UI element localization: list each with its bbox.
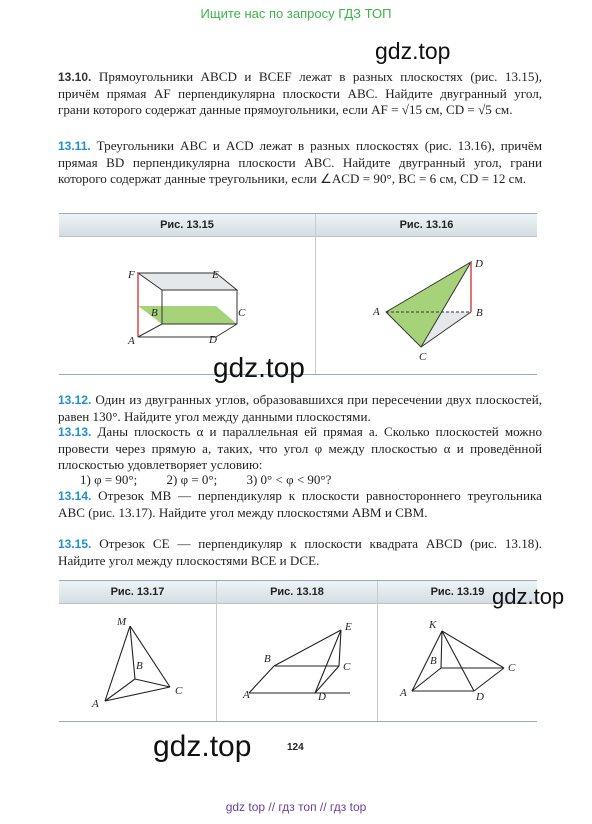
figure-title: Рис. 13.18 xyxy=(270,586,324,598)
condition-list xyxy=(80,472,480,488)
footer: gdz top // гдз топ // гдз top xyxy=(225,800,367,814)
problem-text: Треугольники ABC и ACD лежат в разных плоскостях (рис. 13.16), причём прямая BD перпендикулярна плоскости ABC. Найдите двугранный угол, грани которого содержат данные треугольники, если ∠ACD = 90°, BC = 6 см, CD = 12 см. xyxy=(58,138,542,186)
figure-13-19 xyxy=(378,604,537,720)
figure-title: Рис. 13.19 xyxy=(430,586,485,598)
watermark: gdz.top xyxy=(492,584,565,609)
problem-number: 13.13. xyxy=(58,425,92,439)
problem-13-12 xyxy=(58,392,542,425)
vertex-label: A xyxy=(373,306,380,318)
watermark: gdz.top xyxy=(213,352,305,383)
vertex-label: D xyxy=(476,691,484,703)
figure-13-17 xyxy=(59,604,216,720)
problem-text: Даны плоскость α и параллельная ей прямая a. Сколько плоскостей можно провести через прямую a, таких, что угол φ между плоскостью α и проведённой плоскостью удовлетворяет условию: xyxy=(58,424,542,472)
vertex-label: K xyxy=(429,619,437,631)
figure-title: Рис. 13.15 xyxy=(160,219,214,231)
vertex-label: E xyxy=(345,621,352,633)
vertex-label: C xyxy=(508,662,516,674)
page-number: 124 xyxy=(287,742,304,753)
problem-text: Прямоугольники ABCD и BCEF лежат в разных плоскостях (рис. 13.15), причём прямая AF перпендикулярна плоскости ABC. Найдите двугранный угол, грани которого содержат данные прямоугольники, если AF = √15 см, CD = √5 см. xyxy=(58,69,542,117)
figure-panel-bottom xyxy=(59,580,537,722)
vertex-label: B xyxy=(136,660,143,672)
vertex-label: B xyxy=(151,307,158,319)
problem-13-11 xyxy=(58,138,542,186)
problem-number: 13.14. xyxy=(58,489,92,503)
vertex-label: D xyxy=(318,691,326,703)
vertex-label: A xyxy=(92,698,99,710)
watermark: gdz.top xyxy=(153,730,252,763)
figure-title: Рис. 13.16 xyxy=(399,219,454,231)
condition: 1) φ = 90°; xyxy=(80,472,138,487)
problem-number: 13.15. xyxy=(58,537,92,551)
vertex-label: B xyxy=(264,653,271,665)
problem-text: Отрезок MB — перпендикуляр к плоскости равностороннего треугольника ABC (рис. 13.17). Найдите угол между плоскостями ABM и CBM. xyxy=(58,488,542,520)
problem-text: Один из двугранных углов, образовавшихся при пересечении двух плоскостей, равен 130°. Найдите угол между данными плоскостями. xyxy=(58,392,542,424)
problem-13-14 xyxy=(58,488,542,521)
problem-number: 13.11. xyxy=(58,139,91,153)
vertex-label: D xyxy=(209,334,217,346)
vertex-label: A xyxy=(128,335,135,347)
figure-13-18 xyxy=(217,604,377,720)
vertex-label: C xyxy=(419,351,427,363)
figure-title: Рис. 13.17 xyxy=(110,586,165,598)
top-banner: Ищите нас по запросу ГДЗ ТОП xyxy=(200,6,392,21)
vertex-label: A xyxy=(400,687,407,699)
vertex-label: B xyxy=(476,307,483,319)
problem-number: 13.10. xyxy=(58,70,92,84)
watermark: gdz.top xyxy=(375,38,451,64)
vertex-label: D xyxy=(475,258,483,270)
condition: 2) φ = 0°; xyxy=(166,472,218,487)
condition: 3) 0° < φ < 90°? xyxy=(246,472,332,487)
vertex-label: M xyxy=(117,616,127,628)
vertex-label: E xyxy=(212,269,219,281)
figure-panel-top xyxy=(59,213,537,375)
vertex-label: C xyxy=(238,307,246,319)
problem-13-10 xyxy=(58,69,542,117)
vertex-label: C xyxy=(343,661,351,673)
problem-number: 13.12. xyxy=(58,393,92,407)
vertex-label: B xyxy=(430,655,437,667)
vertex-label: F xyxy=(128,269,135,281)
problem-13-13 xyxy=(58,424,542,472)
figure-13-16 xyxy=(316,237,537,373)
vertex-label: A xyxy=(243,689,250,701)
vertex-label: C xyxy=(175,685,183,697)
problem-13-15 xyxy=(58,536,542,569)
problem-text: Отрезок CE — перпендикуляр к плоскости квадрата ABCD (рис. 13.18). Найдите угол между плоскостями BCE и DCE. xyxy=(58,536,542,568)
